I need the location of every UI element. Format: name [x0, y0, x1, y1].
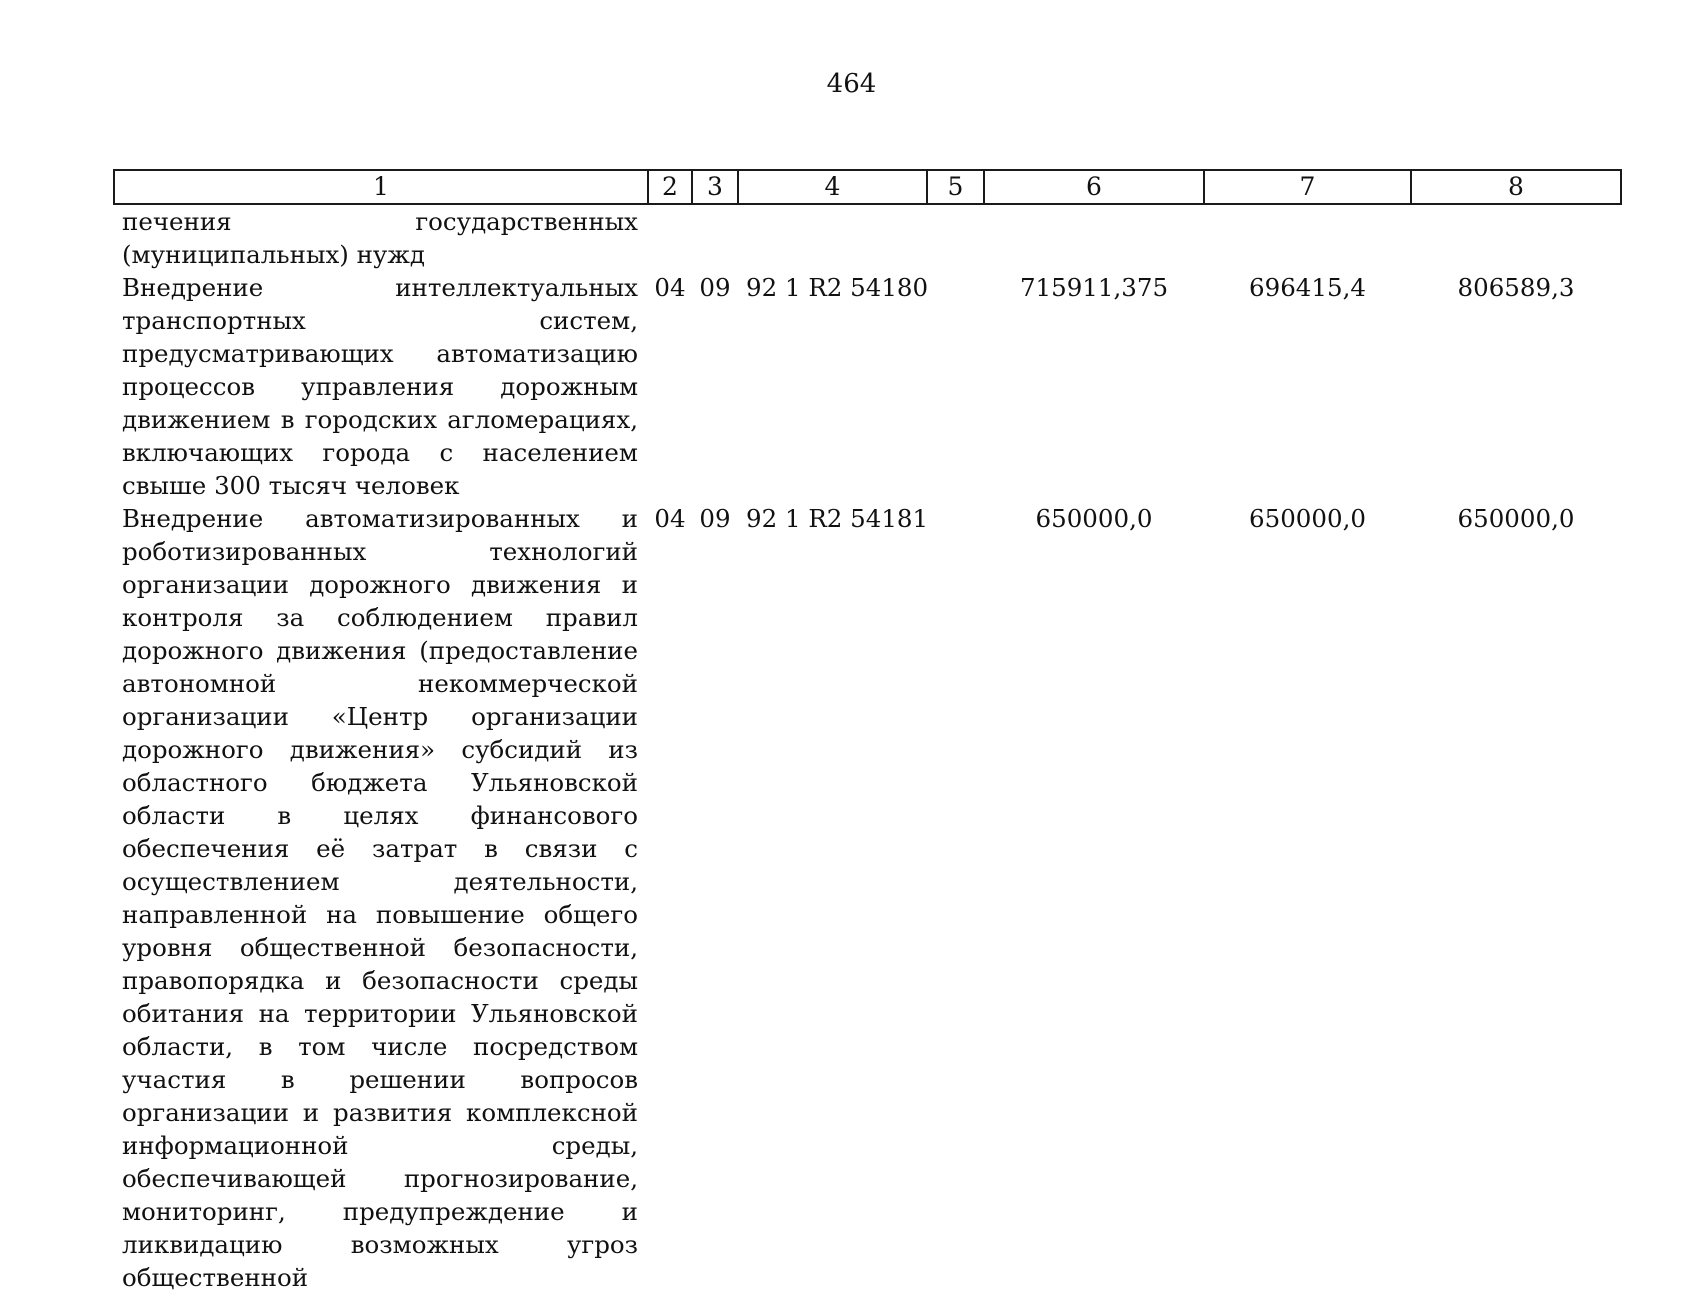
header-col-8: 8 [1411, 170, 1621, 204]
table-row [114, 502, 1621, 1294]
row-target-code: 92 1 R2 54181 [746, 504, 929, 533]
table-body [114, 204, 1621, 1294]
row-description: Внедрение интеллектуальных транспортных систем, предусматривающих автоматизацию процессов управления дорожным движением в городских агломерациях, включающих города с населением свыше 300 тысяч человек [122, 273, 638, 500]
row-amount-year-3: 806589,3 [1457, 273, 1575, 302]
row-target-code [738, 204, 927, 271]
row-amount-year-1 [984, 204, 1204, 271]
budget-table [113, 169, 1622, 1294]
row-amount-year-1: 715911,375 [1019, 273, 1169, 302]
header-row [114, 170, 1621, 204]
page-number: 464 [826, 69, 877, 99]
header-col-1: 1 [114, 170, 648, 204]
row-amount-year-3: 650000,0 [1457, 504, 1575, 533]
header-col-5: 5 [927, 170, 984, 204]
header-col-7: 7 [1204, 170, 1411, 204]
row-amount-year-2 [1204, 204, 1411, 271]
header-col-6: 6 [984, 170, 1204, 204]
row-amount-year-3 [1411, 204, 1621, 271]
row-expense-type [927, 502, 984, 1294]
row-subsection-code: 09 [699, 273, 731, 302]
table-row [114, 204, 1621, 271]
table-row [114, 271, 1621, 502]
row-target-code: 92 1 R2 54180 [746, 273, 929, 302]
row-section-code: 04 [654, 273, 686, 302]
row-expense-type [927, 204, 984, 271]
row-subsection-code: 09 [699, 504, 731, 533]
header-col-3: 3 [692, 170, 738, 204]
row-description: Внедрение автоматизированных и роботизированных технологий организации дорожного движения и контроля за соблюдением правил дорожного движения (предоставление автономной некоммерческой организации «Центр организации дорожного движения» субсидий из областного бюджета Ульяновской области в целях финансового обеспечения её затрат в связи с осуществлением деятельности, направленной на повышение общего уровня общественной безопасности, правопорядка и безопасности среды обитания на территории Ульяновской области, в том числе посредством участия в решении вопросов организации и развития комплексной информационной среды, обеспечивающей прогнозирование, мониторинг, предупреждение и ликвидацию возможных угроз общественной [122, 504, 638, 1292]
row-description: печения государственных (муниципальных) нужд [122, 207, 638, 269]
row-amount-year-2: 696415,4 [1249, 273, 1366, 302]
header-col-4: 4 [738, 170, 927, 204]
row-amount-year-2: 650000,0 [1249, 504, 1366, 533]
header-col-2: 2 [648, 170, 692, 204]
row-subsection-code [692, 204, 738, 271]
table-header [114, 170, 1621, 204]
row-expense-type [927, 271, 984, 502]
row-section-code: 04 [654, 504, 686, 533]
row-section-code [648, 204, 692, 271]
row-amount-year-1: 650000,0 [1035, 504, 1153, 533]
